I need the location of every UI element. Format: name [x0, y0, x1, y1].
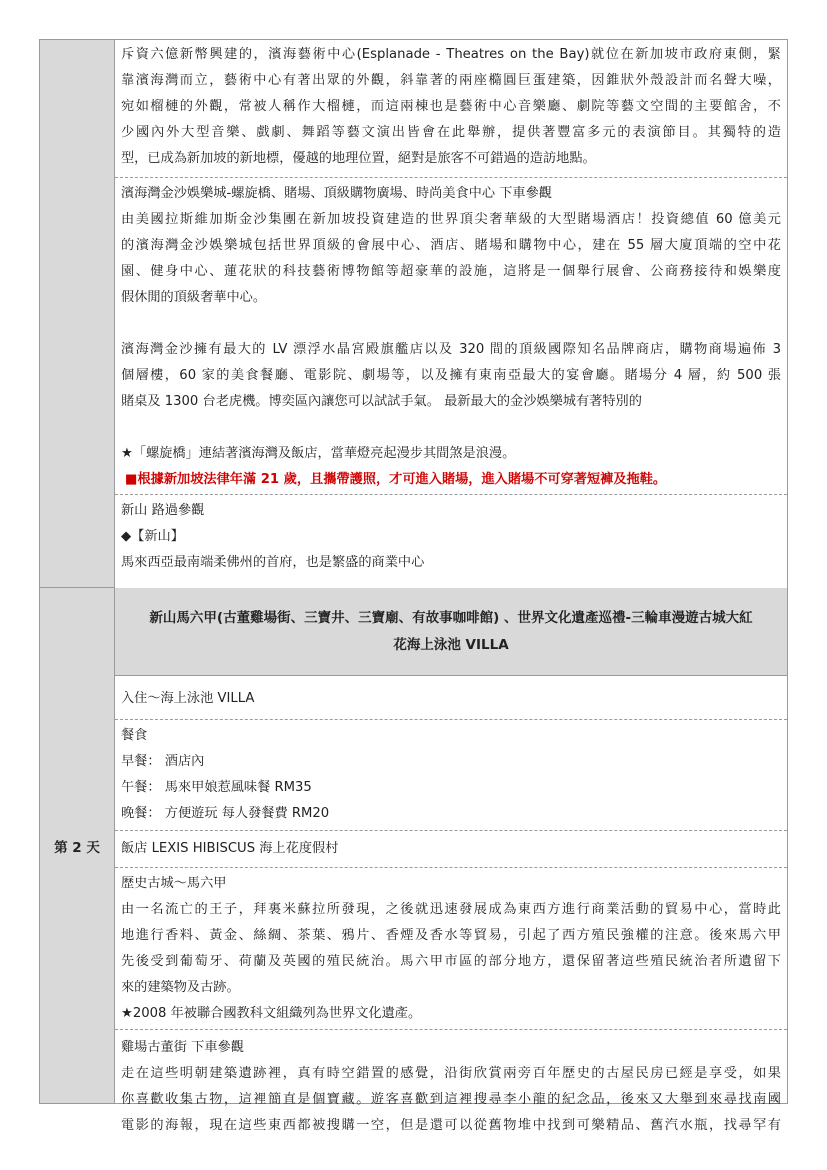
section-title: 濱海灣金沙娛樂城-螺旋橋、賭場、頂級購物廣場、時尚美食中心 下車參觀 — [121, 186, 552, 201]
meals-section — [115, 723, 787, 827]
meals-title: 餐食 — [121, 728, 148, 743]
text-line: 先後受到葡萄牙、荷蘭及英國的殖民統治。馬六甲市區的部分地方，還保留著這些殖民統治者所遺留下 — [121, 954, 781, 969]
hotel-section — [115, 836, 787, 862]
bullet-heading: ◆【新山】 — [121, 529, 184, 544]
day2-label-cell — [40, 588, 115, 1103]
esplanade-section — [115, 42, 787, 172]
text-line: 由一名流亡的王子，拜裏米蘇拉所發現，之後就迅速發展成為東西方進行商業活動的貿易中心，當時此 — [121, 902, 781, 917]
text-line: 園、健身中心、蓮花狀的科技藝術博物館等超豪華的設施，這將是一個舉行展會、公商務接待和娛樂度 — [121, 264, 781, 279]
section-title: 雞場古董街 下車參觀 — [121, 1040, 244, 1055]
day2-content — [115, 676, 787, 1133]
jonker-section — [115, 1035, 787, 1139]
text-line: 電影的海報，現在這些東西都被搜購一空，但是還可以從舊物堆中找到可樂精品、舊汽水瓶，找尋罕有 — [121, 1118, 781, 1133]
stay-line: 入住～海上泳池 VILLA — [121, 691, 255, 706]
divider — [115, 177, 787, 178]
text-line: 馬來西亞最南端柔佛州的首府，也是繁盛的商業中心 — [121, 555, 425, 570]
text-line: 地進行香料、黃金、絲綢、茶葉、鴉片、香煙及香水等貿易，引起了西方殖民強權的注意。後來馬六甲 — [121, 928, 781, 943]
text-line: 的濱海灣金沙娛樂城包括世界頂級的會展中心、酒店、賭場和購物中心，建在 55 層大廈頂端的空中花 — [121, 238, 781, 253]
text-line: 靠濱海灣而立，藝術中心有著出眾的外觀，斜靠著的兩座橢圓巨蛋建築，因錐狀外殼設計而名聲大噪， — [121, 73, 781, 88]
text-line: 濱海灣金沙擁有最大的 LV 漂浮水晶宮殿旗艦店以及 320 間的頂級國際知名品牌商店，購物商場遍佈 3 — [121, 342, 781, 357]
day1-label-cell — [40, 40, 115, 588]
johor-section — [115, 498, 787, 576]
text-line: 型，已成為新加坡的新地標，優越的地理位置，絕對是旅客不可錯過的造訪地點。 — [121, 151, 596, 166]
divider — [115, 867, 787, 868]
text-line: 來的建築物及古跡。 — [121, 980, 240, 995]
mbs-section — [115, 181, 787, 493]
text-line: 你喜歡收集古物，這裡簡直是個寶藏。遊客喜歡到這裡搜尋李小龍的紀念品，後來又大舉到來尋找南國 — [121, 1092, 781, 1107]
divider — [115, 719, 787, 720]
casino-warning: ■根據新加坡法律年滿 21 歲，且攜帶護照，才可進入賭場，進入賭場不可穿著短褲及拖鞋。 — [125, 472, 667, 487]
day-label: 第 2 天 — [54, 839, 100, 856]
stay-section — [115, 686, 787, 712]
hotel-line: 飯店 LEXIS HIBISCUS 海上花度假村 — [121, 841, 339, 856]
text-line: 少國內外大型音樂、戲劇、舞蹈等藝文演出皆會在此舉辦，提供著豐富多元的表演節目。其獨特的造 — [121, 125, 781, 140]
text-line: 走在這些明朝建築遺跡裡，真有時空錯置的感覺，沿街欣賞兩旁百年歷史的古屋民房已經是享受，如果 — [121, 1066, 781, 1081]
text-line: 賭桌及 1300 台老虎機。博奕區內讓您可以試試手氣。 最新最大的金沙娛樂城有著特別的 — [121, 394, 642, 409]
section-title: 歷史古城～馬六甲 — [121, 876, 227, 891]
day2-title-line: 新山馬六甲(古董雞場街、三寶井、三寶廟、有故事咖啡館) 、世界文化遺產巡禮-三輪車漫遊古城大紅 — [149, 609, 753, 626]
divider — [115, 1029, 787, 1030]
text-line: 由美國拉斯維加斯金沙集團在新加坡投資建造的世界頂尖奢華級的大型賭場酒店！投資總值 60 億美元 — [121, 212, 781, 227]
divider — [115, 494, 787, 495]
text-line: 斥資六億新幣興建的，濱海藝術中心(Esplanade - Theatres on the Bay)就位在新加坡市政府東側，緊 — [121, 47, 781, 62]
section-title: 新山 路過參觀 — [121, 503, 205, 518]
text-line: 假休閒的頂級奢華中心。 — [121, 290, 267, 305]
malacca-section — [115, 871, 787, 1027]
day2-header — [115, 588, 787, 676]
day2-title-line: 花海上泳池 VILLA — [393, 636, 509, 653]
unesco-note: ★2008 年被聯合國教科文組織列為世界文化遺產。 — [121, 1006, 422, 1021]
breakfast: 早餐： 酒店內 — [121, 754, 205, 769]
itinerary-table — [39, 39, 788, 1133]
text-line: 個層樓，60 家的美食餐廳、電影院、劇場等，以及擁有東南亞最大的宴會廳。賭場分 4 層，約 500 張 — [121, 368, 781, 383]
text-line: 宛如榴槤的外觀，常被人稱作大榴槤，而這兩棟也是藝術中心音樂廳、劇院等藝文空間的主要館舍，不 — [121, 99, 781, 114]
lunch: 午餐： 馬來甲娘惹風味餐 RM35 — [121, 780, 312, 795]
divider — [115, 830, 787, 831]
dinner: 晚餐： 方便遊玩 每人發餐費 RM20 — [121, 806, 330, 821]
helix-note: ★「螺旋橋」連結著濱海灣及飯店，當華燈亮起漫步其間煞是浪漫。 — [121, 446, 516, 461]
